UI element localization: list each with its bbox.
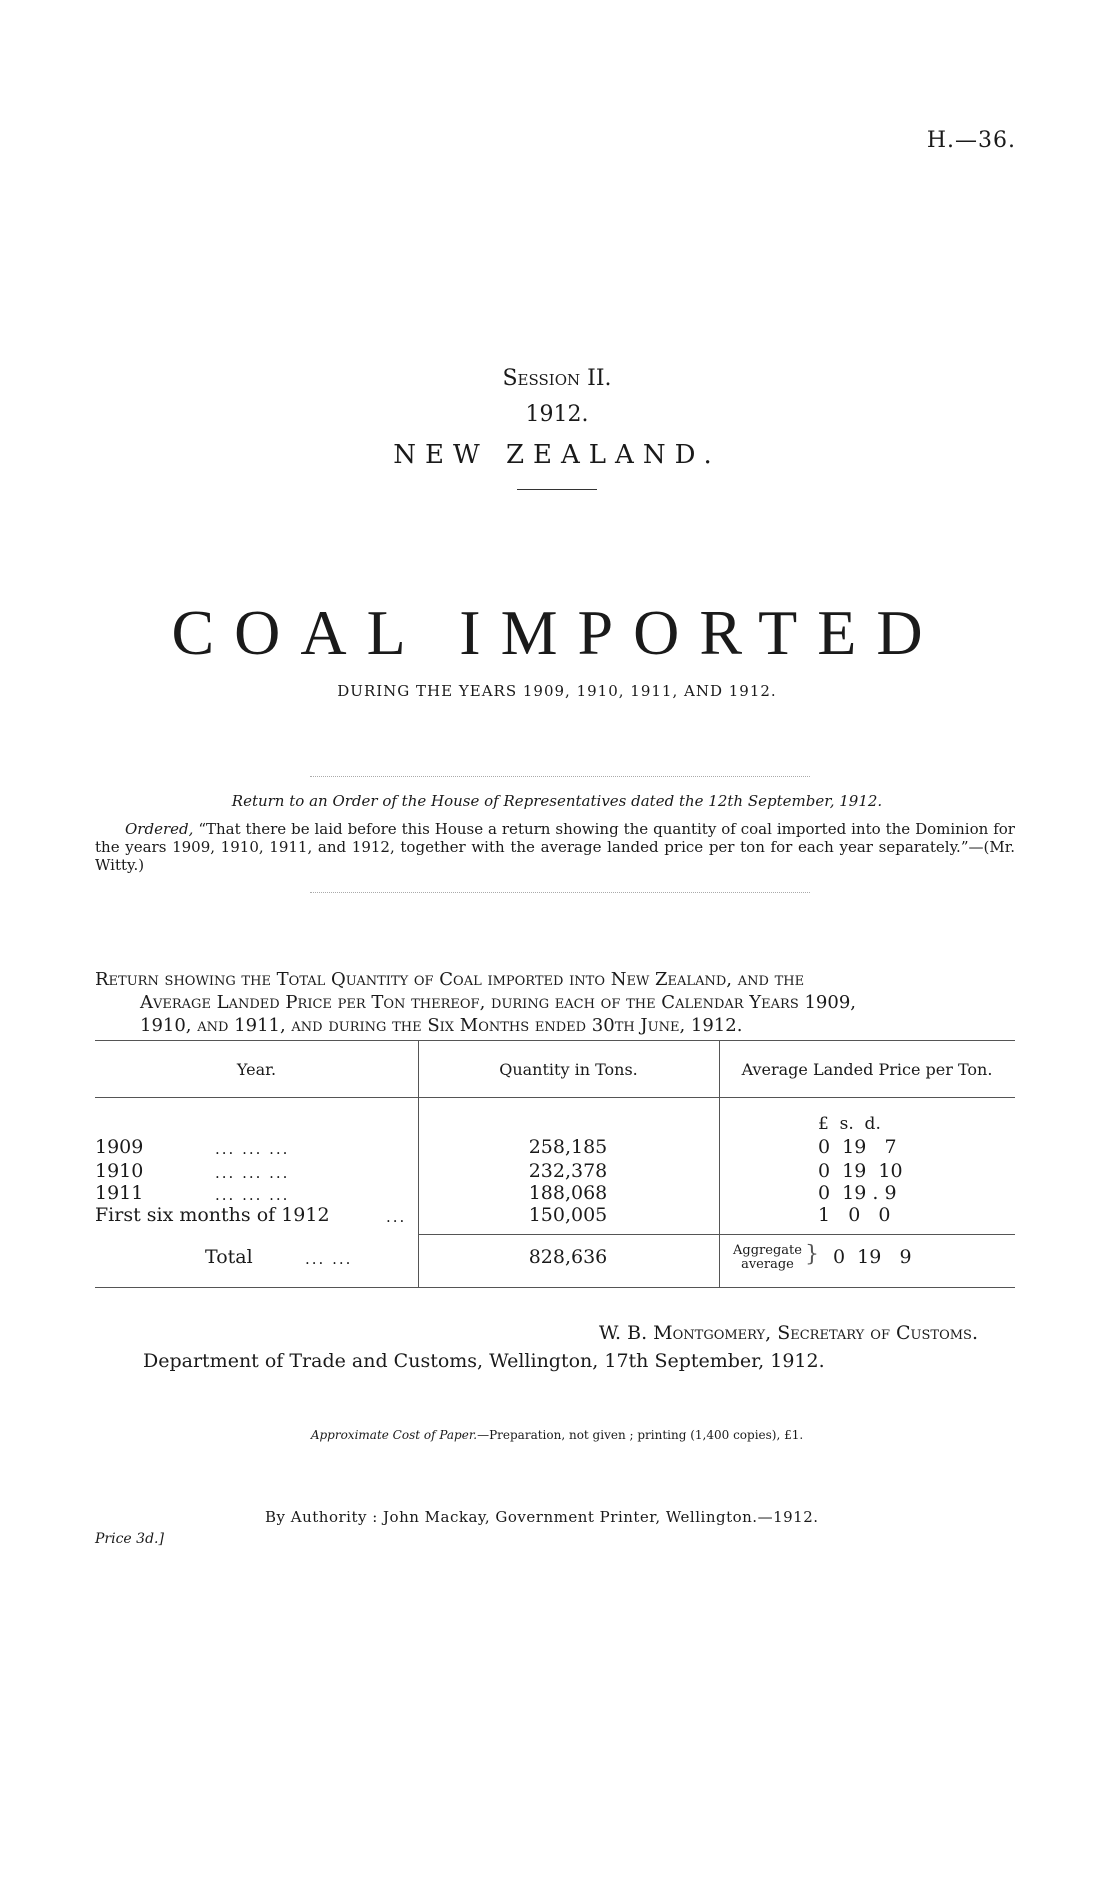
row-year: 1910	[95, 1160, 144, 1182]
brace-icon: }	[805, 1242, 819, 1267]
table-heading-line1: Return showing the Total Quantity of Coal imported into New Zealand, and the	[95, 969, 805, 990]
signatory: W. B. Montgomery, Secretary of Customs.	[598, 1322, 978, 1344]
row-quantity: 150,005	[528, 1204, 608, 1226]
page-title: COAL IMPORTED	[171, 597, 943, 668]
total-quantity: 828,636	[528, 1246, 608, 1268]
divider	[517, 489, 597, 490]
price-units: £ s. d.	[818, 1114, 881, 1134]
document-reference: H.—36.	[926, 128, 1016, 153]
table-bottom-rule	[95, 1287, 1015, 1288]
table-total-rule	[418, 1234, 1015, 1235]
row-quantity: 188,068	[528, 1182, 608, 1204]
price-note: Price 3d.]	[95, 1531, 164, 1547]
row-price: 0 19 10	[818, 1160, 903, 1182]
row-price: 0 19 7	[818, 1136, 897, 1158]
ordered-label: Ordered,	[125, 820, 194, 838]
row-year: 1911	[95, 1182, 144, 1204]
aggregate-label-line2: average	[741, 1257, 794, 1272]
cost-text: —Preparation, not given ; printing (1,400 copies), £1.	[477, 1428, 804, 1442]
aggregate-label-line1: Aggregate	[733, 1243, 802, 1258]
country-name: NEW ZEALAND.	[393, 440, 721, 470]
row-year: First six months of 1912	[95, 1204, 330, 1226]
row-quantity: 258,185	[528, 1136, 608, 1158]
session-label: Session II.	[502, 366, 612, 391]
cost-note	[0, 1428, 1114, 1442]
col-header-price: Average Landed Price per Ton.	[741, 1060, 993, 1079]
table-top-rule	[95, 1040, 1015, 1041]
table-heading-line2: Average Landed Price per Ton thereof, during each of the Calendar Years 1909,	[140, 992, 856, 1013]
leader-dots: ... ... ...	[215, 1186, 290, 1204]
row-price: 0 19 . 9	[818, 1182, 897, 1204]
total-label: Total	[205, 1246, 253, 1268]
divider	[310, 892, 810, 893]
printer-authority: By Authority : John Mackay, Government Printer, Wellington.—1912.	[265, 1508, 819, 1526]
row-year: 1909	[95, 1136, 144, 1158]
row-price: 1 0 0	[818, 1204, 891, 1226]
ordered-paragraph	[95, 820, 1015, 874]
row-quantity: 232,378	[528, 1160, 608, 1182]
leader-dots: ... ... ...	[215, 1164, 290, 1182]
table-header-rule	[95, 1097, 1015, 1098]
table-heading-line3: 1910, and 1911, and during the Six Months ended 30th June, 1912.	[140, 1015, 743, 1036]
col-header-year: Year.	[236, 1060, 277, 1079]
aggregate-average-label	[733, 1244, 802, 1272]
cost-label: Approximate Cost of Paper.	[310, 1428, 478, 1442]
department-line: Department of Trade and Customs, Wellington, 17th September, 1912.	[143, 1350, 825, 1372]
total-price: 0 19 9	[833, 1246, 912, 1268]
col-header-quantity: Quantity in Tons.	[499, 1060, 638, 1079]
divider	[310, 776, 810, 777]
ordered-text: “That there be laid before this House a return showing the quantity of coal imported into the Dominion for the years 1909, 1910, 1911, and 1912, together with the average landed price per ton for each year separately.”—(Mr. Witty.)	[95, 820, 1015, 874]
session-year: 1912.	[525, 402, 589, 427]
page-subtitle: DURING THE YEARS 1909, 1910, 1911, AND 1912.	[337, 682, 777, 700]
leader-dots: ... ...	[305, 1250, 353, 1268]
table-heading	[95, 968, 1015, 1037]
return-order-line: Return to an Order of the House of Representatives dated the 12th September, 1912.	[231, 792, 883, 810]
leader-dots: ...	[386, 1208, 407, 1226]
leader-dots: ... ... ...	[215, 1140, 290, 1158]
